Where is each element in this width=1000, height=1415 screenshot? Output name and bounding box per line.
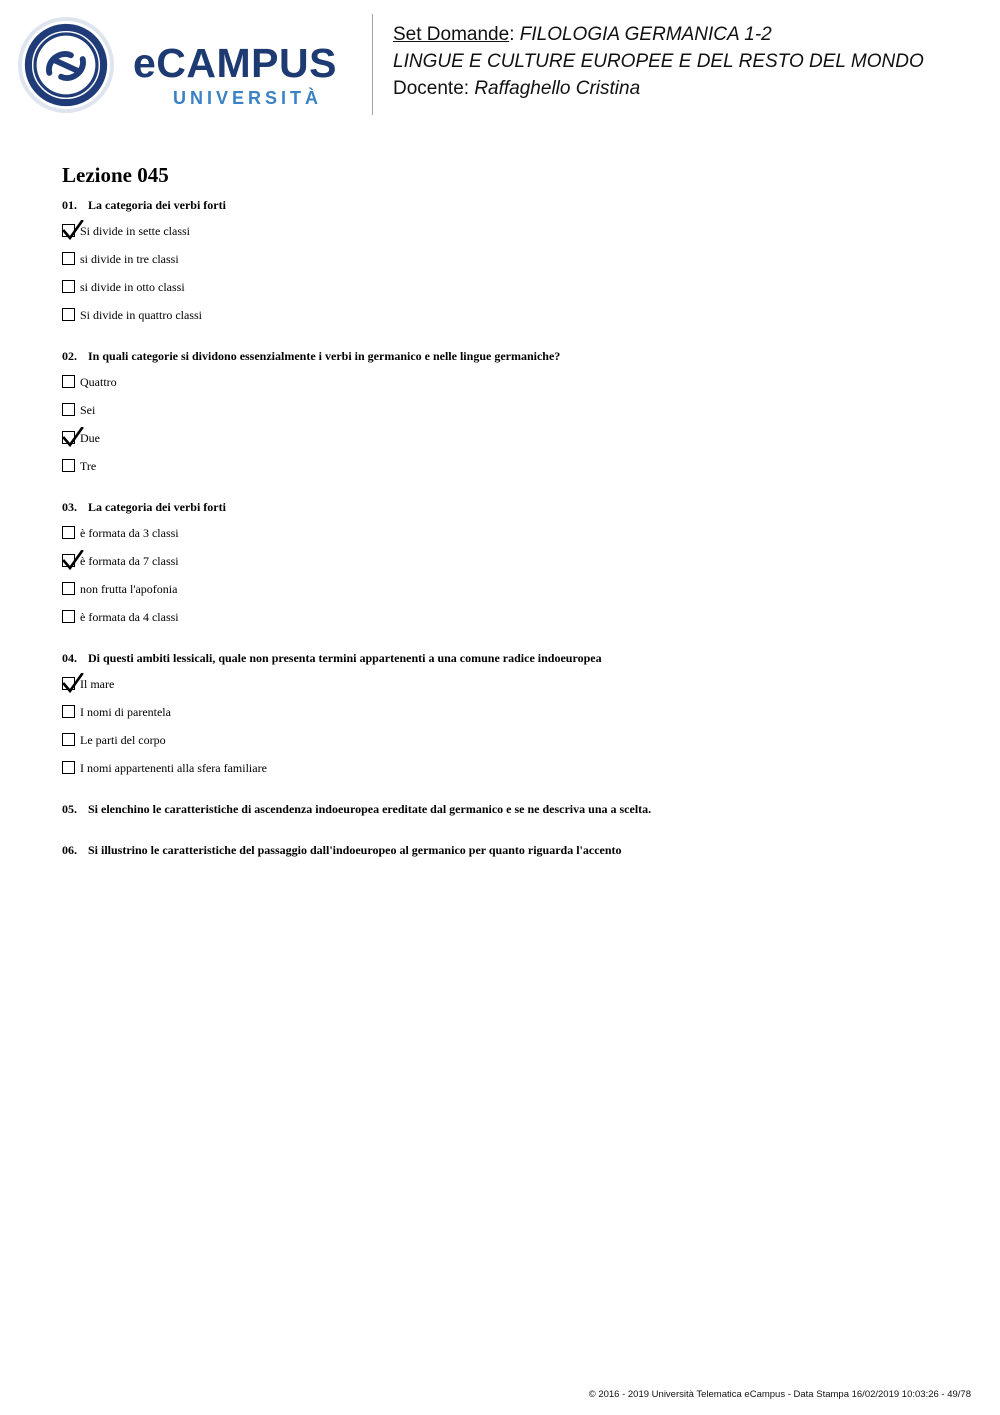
question-text: Si illustrino le caratteristiche del passaggio dall'indoeuropeo al germanico per quanto riguarda l'accento: [88, 843, 622, 857]
program-name: LINGUE E CULTURE EUROPEE E DEL RESTO DEL MONDO: [393, 51, 924, 72]
course-line: Set Domande: FILOLOGIA GERMANICA 1-2: [393, 24, 772, 45]
checkbox[interactable]: [62, 280, 75, 293]
checkbox[interactable]: [62, 308, 75, 321]
checkbox[interactable]: [62, 403, 75, 416]
header-divider: [372, 14, 373, 115]
checkbox[interactable]: [62, 705, 75, 718]
answer-text: Si divide in sette classi: [80, 224, 190, 238]
question-number: 01.: [62, 198, 77, 212]
question-2: [62, 348, 560, 364]
answer-text: Il mare: [80, 677, 115, 691]
checkbox[interactable]: [62, 375, 75, 388]
answer-text: Sei: [80, 403, 96, 417]
answer-text: Due: [80, 431, 100, 445]
answer-text: non frutta l'apofonia: [80, 582, 178, 596]
question-6: [62, 842, 622, 858]
question-text: In quali categorie si dividono essenzialmente i verbi in germanico e nelle lingue germaniche?: [88, 349, 561, 363]
answer-text: I nomi di parentela: [80, 705, 171, 719]
course-name: FILOLOGIA GERMANICA 1-2: [519, 24, 772, 45]
answer-text: Tre: [80, 459, 97, 473]
question-3: [62, 499, 226, 515]
checkbox[interactable]: [62, 761, 75, 774]
answer-text: è formata da 4 classi: [80, 610, 179, 624]
question-number: 06.: [62, 843, 77, 857]
answer-text: è formata da 3 classi: [80, 526, 179, 540]
checkbox[interactable]: [62, 459, 75, 472]
checkbox[interactable]: [62, 582, 75, 595]
answer-text: I nomi appartenenti alla sfera familiare: [80, 761, 267, 775]
answer-text: Si divide in quattro classi: [80, 308, 202, 322]
question-text: La categoria dei verbi forti: [88, 500, 226, 514]
question-text: Di questi ambiti lessicali, quale non presenta termini appartenenti a una comune radice indoeuropea: [88, 651, 602, 665]
set-label: Set Domande: [393, 24, 510, 45]
checkbox[interactable]: [62, 526, 75, 539]
header-info: [393, 21, 924, 102]
question-1: [62, 197, 226, 213]
answer-text: Le parti del corpo: [80, 733, 166, 747]
teacher-label: Docente:: [393, 78, 470, 99]
question-text: La categoria dei verbi forti: [88, 198, 226, 212]
lesson-title: Lezione 045: [62, 163, 169, 187]
university-seal-logo: [17, 16, 115, 114]
brand-subtitle: UNIVERSITÀ: [173, 88, 323, 108]
teacher-name: Raffaghello Cristina: [474, 78, 641, 99]
teacher-line: [393, 75, 924, 102]
question-number: 04.: [62, 651, 77, 665]
checkbox[interactable]: [62, 610, 75, 623]
question-5: [62, 801, 651, 817]
question-number: 03.: [62, 500, 77, 514]
answer-text: è formata da 7 classi: [80, 554, 179, 568]
question-text: Si elenchino le caratteristiche di ascendenza indoeuropea ereditate dal germanico e se ne descriva una a scelta.: [88, 802, 652, 816]
question-number: 05.: [62, 802, 77, 816]
brand-name: eCAMPUS: [133, 40, 337, 86]
checkbox[interactable]: [62, 252, 75, 265]
answer-text: Quattro: [80, 375, 117, 389]
question-4: [62, 650, 602, 666]
ecampus-wordmark: [133, 40, 358, 112]
question-number: 02.: [62, 349, 77, 363]
checkbox[interactable]: [62, 733, 75, 746]
answer-text: si divide in tre classi: [80, 252, 179, 266]
page-footer: © 2016 - 2019 Università Telematica eCampus - Data Stampa 16/02/2019 10:03:26 - 49/78: [588, 1389, 971, 1400]
answer-text: si divide in otto classi: [80, 280, 185, 294]
